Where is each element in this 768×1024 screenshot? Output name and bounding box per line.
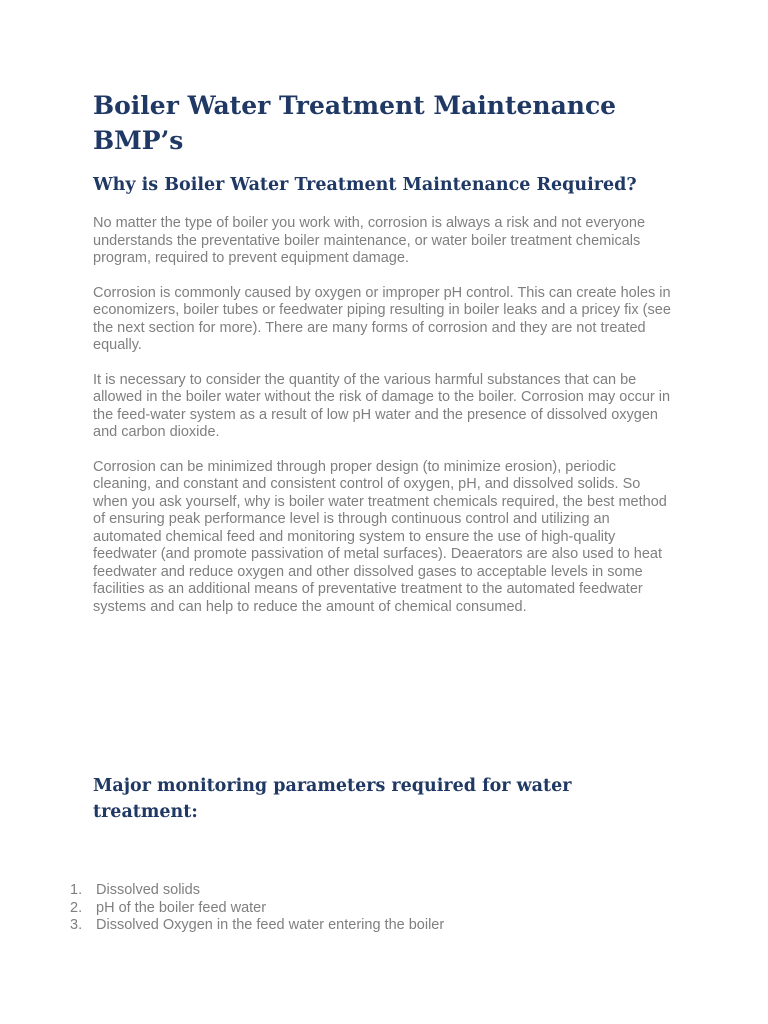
section-heading-monitoring-parameters: Major monitoring parameters required for water treatment: <box>93 776 572 822</box>
list-item-number: 1. <box>70 882 83 898</box>
paragraph-corrosion-causes: Corrosion is commonly caused by oxygen or improper pH control. This can create holes in economizers, boiler tubes or feedwater piping resulting in boiler leaks and a pricey fix (see the next section for more). There are many forms of corrosion and they are not treated equally. <box>93 284 671 353</box>
list-item-text: Dissolved Oxygen in the feed water entering the boiler <box>96 917 445 933</box>
paragraph-harmful-substances: It is necessary to consider the quantity of the various harmful substances that can be allowed in the boiler water without the risk of damage to the boiler. Corrosion may occur in the feed-water system as a result of low pH water and the presence of dissolved oxygen and carbon dioxide. <box>93 371 671 440</box>
paragraph-intro: No matter the type of boiler you work with, corrosion is always a risk and not everyone understands the preventative boiler maintenance, or water boiler treatment chemicals program, required to prevent equipment damage. <box>93 215 646 266</box>
monitoring-parameters-list <box>70 882 444 935</box>
list-item <box>70 917 444 935</box>
document-title: Boiler Water Treatment Maintenance BMP’s <box>93 91 617 155</box>
blank-space <box>93 633 678 773</box>
list-item <box>70 900 444 918</box>
section-heading-why-required: Why is Boiler Water Treatment Maintenance Required? <box>93 175 637 195</box>
list-item-text: pH of the boiler feed water <box>96 899 267 916</box>
document-page <box>93 88 678 833</box>
paragraph-corrosion-minimization: Corrosion can be minimized through proper design (to minimize erosion), periodic cleaning, and constant and consistent control of oxygen, pH, and dissolved solids. So when you ask yourself, why is boiler water treatment chemicals required, the best method of ensuring peak performance level is through continuous control and utilizing an automated chemical feed and monitoring system to ensure the use of high-quality feedwater (and promote passivation of metal surfaces). Deaerators are also used to heat feedwater and reduce oxygen and other dissolved gases to acceptable levels in some facilities as an additional means of preventative treatment to the automated feedwater systems and can help to reduce the amount of chemical consumed. <box>93 458 667 615</box>
list-item <box>70 882 444 900</box>
list-item-number: 3. <box>70 917 83 933</box>
list-item-number: 2. <box>70 899 83 916</box>
list-item-text: Dissolved solids <box>96 882 200 898</box>
